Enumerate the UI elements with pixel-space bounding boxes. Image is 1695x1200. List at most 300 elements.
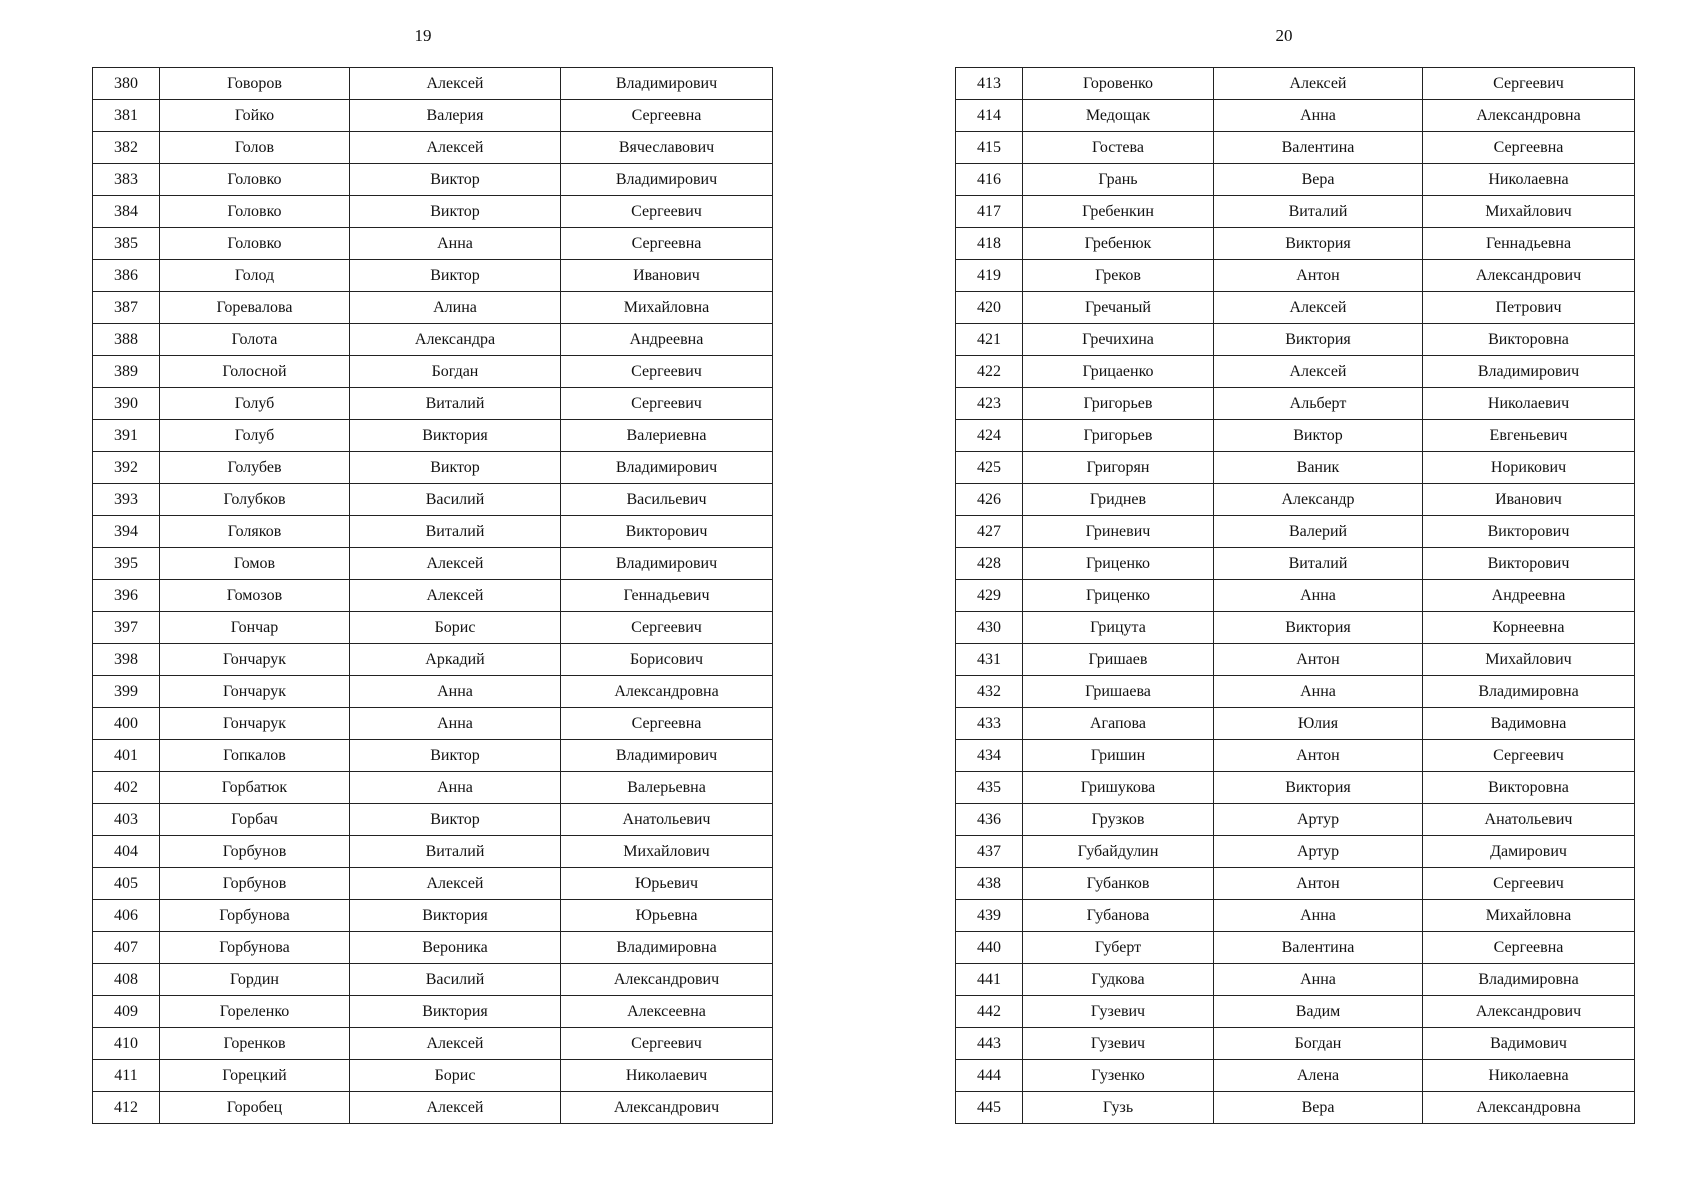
table-row	[93, 1092, 773, 1124]
first-name-cell: Анна	[350, 772, 561, 804]
row-number-cell: 381	[93, 100, 160, 132]
last-name-cell: Греков	[1023, 260, 1214, 292]
table-row	[956, 516, 1635, 548]
table-row	[93, 708, 773, 740]
first-name-cell: Анна	[350, 708, 561, 740]
first-name-cell: Александра	[350, 324, 561, 356]
first-name-cell: Антон	[1214, 868, 1423, 900]
table-row	[93, 548, 773, 580]
patronymic-cell: Юрьевич	[561, 868, 773, 900]
first-name-cell: Валентина	[1214, 132, 1423, 164]
row-number-cell: 407	[93, 932, 160, 964]
patronymic-cell: Викторович	[1423, 548, 1635, 580]
first-name-cell: Алексей	[350, 548, 561, 580]
table-row	[956, 228, 1635, 260]
row-number-cell: 432	[956, 676, 1023, 708]
row-number-cell: 427	[956, 516, 1023, 548]
table-row	[93, 132, 773, 164]
patronymic-cell: Николаевич	[561, 1060, 773, 1092]
first-name-cell: Анна	[1214, 580, 1423, 612]
patronymic-cell: Александрович	[1423, 260, 1635, 292]
first-name-cell: Виктория	[1214, 228, 1423, 260]
row-number-cell: 439	[956, 900, 1023, 932]
first-name-cell: Богдан	[350, 356, 561, 388]
row-number-cell: 405	[93, 868, 160, 900]
table-row	[93, 452, 773, 484]
row-number-cell: 404	[93, 836, 160, 868]
last-name-cell: Горбунова	[160, 900, 350, 932]
last-name-cell: Головко	[160, 164, 350, 196]
table-row	[93, 580, 773, 612]
table-row	[956, 388, 1635, 420]
first-name-cell: Виктория	[350, 420, 561, 452]
table-row	[956, 772, 1635, 804]
first-name-cell: Вероника	[350, 932, 561, 964]
patronymic-cell: Сергеевич	[1423, 740, 1635, 772]
patronymic-cell: Анатольевич	[561, 804, 773, 836]
last-name-cell: Агапова	[1023, 708, 1214, 740]
last-name-cell: Голота	[160, 324, 350, 356]
first-name-cell: Вадим	[1214, 996, 1423, 1028]
table-row	[93, 868, 773, 900]
row-number-cell: 421	[956, 324, 1023, 356]
patronymic-cell: Иванович	[561, 260, 773, 292]
first-name-cell: Анна	[1214, 100, 1423, 132]
table-row	[956, 548, 1635, 580]
last-name-cell: Гриценко	[1023, 580, 1214, 612]
last-name-cell: Горбатюк	[160, 772, 350, 804]
patronymic-cell: Иванович	[1423, 484, 1635, 516]
patronymic-cell: Владимировна	[1423, 964, 1635, 996]
patronymic-cell: Вячеславович	[561, 132, 773, 164]
patronymic-cell: Геннадьевич	[561, 580, 773, 612]
patronymic-cell: Николаевна	[1423, 164, 1635, 196]
patronymic-cell: Андреевна	[1423, 580, 1635, 612]
patronymic-cell: Сергеевич	[1423, 868, 1635, 900]
last-name-cell: Горовенко	[1023, 68, 1214, 100]
last-name-cell: Гомозов	[160, 580, 350, 612]
last-name-cell: Гришукова	[1023, 772, 1214, 804]
patronymic-cell: Вадимовна	[1423, 708, 1635, 740]
table-row	[956, 1028, 1635, 1060]
last-name-cell: Медощак	[1023, 100, 1214, 132]
last-name-cell: Гузенко	[1023, 1060, 1214, 1092]
row-number-cell: 423	[956, 388, 1023, 420]
last-name-cell: Говоров	[160, 68, 350, 100]
last-name-cell: Гомов	[160, 548, 350, 580]
row-number-cell: 434	[956, 740, 1023, 772]
roster-table	[955, 67, 1635, 1124]
first-name-cell: Богдан	[1214, 1028, 1423, 1060]
row-number-cell: 420	[956, 292, 1023, 324]
first-name-cell: Виктория	[350, 996, 561, 1028]
table-row	[93, 388, 773, 420]
row-number-cell: 426	[956, 484, 1023, 516]
table-row	[93, 900, 773, 932]
row-number-cell: 386	[93, 260, 160, 292]
last-name-cell: Горбунов	[160, 836, 350, 868]
last-name-cell: Гречаный	[1023, 292, 1214, 324]
table-row	[93, 644, 773, 676]
row-number-cell: 414	[956, 100, 1023, 132]
table-row	[956, 580, 1635, 612]
table-row	[93, 1028, 773, 1060]
first-name-cell: Алексей	[350, 1092, 561, 1124]
first-name-cell: Виктор	[350, 804, 561, 836]
row-number-cell: 383	[93, 164, 160, 196]
patronymic-cell: Андреевна	[561, 324, 773, 356]
first-name-cell: Анна	[1214, 676, 1423, 708]
table-row	[956, 708, 1635, 740]
row-number-cell: 394	[93, 516, 160, 548]
row-number-cell: 390	[93, 388, 160, 420]
last-name-cell: Горевалова	[160, 292, 350, 324]
row-number-cell: 382	[93, 132, 160, 164]
row-number-cell: 389	[93, 356, 160, 388]
row-number-cell: 396	[93, 580, 160, 612]
first-name-cell: Виталий	[350, 388, 561, 420]
last-name-cell: Гопкалов	[160, 740, 350, 772]
first-name-cell: Алина	[350, 292, 561, 324]
patronymic-cell: Владимирович	[561, 164, 773, 196]
table-row	[956, 132, 1635, 164]
table-row	[93, 676, 773, 708]
patronymic-cell: Михайлович	[561, 836, 773, 868]
first-name-cell: Вера	[1214, 164, 1423, 196]
last-name-cell: Голов	[160, 132, 350, 164]
first-name-cell: Александр	[1214, 484, 1423, 516]
first-name-cell: Виктор	[350, 164, 561, 196]
row-number-cell: 433	[956, 708, 1023, 740]
row-number-cell: 398	[93, 644, 160, 676]
last-name-cell: Горецкий	[160, 1060, 350, 1092]
last-name-cell: Гончарук	[160, 676, 350, 708]
patronymic-cell: Михайловна	[1423, 900, 1635, 932]
first-name-cell: Алена	[1214, 1060, 1423, 1092]
table-row	[93, 836, 773, 868]
patronymic-cell: Сергеевна	[561, 708, 773, 740]
first-name-cell: Виктор	[350, 196, 561, 228]
patronymic-cell: Сергеевич	[561, 612, 773, 644]
row-number-cell: 380	[93, 68, 160, 100]
last-name-cell: Григорьев	[1023, 388, 1214, 420]
first-name-cell: Борис	[350, 612, 561, 644]
row-number-cell: 400	[93, 708, 160, 740]
row-number-cell: 403	[93, 804, 160, 836]
table-row	[956, 804, 1635, 836]
last-name-cell: Голуб	[160, 420, 350, 452]
table-row	[93, 420, 773, 452]
page-number: 20	[1275, 26, 1293, 45]
patronymic-cell: Викторович	[561, 516, 773, 548]
row-number-cell: 445	[956, 1092, 1023, 1124]
patronymic-cell: Александрович	[561, 1092, 773, 1124]
row-number-cell: 408	[93, 964, 160, 996]
row-number-cell: 431	[956, 644, 1023, 676]
first-name-cell: Виталий	[1214, 196, 1423, 228]
first-name-cell: Артур	[1214, 836, 1423, 868]
patronymic-cell: Николаевна	[1423, 1060, 1635, 1092]
patronymic-cell: Викторовна	[1423, 324, 1635, 356]
last-name-cell: Гречихина	[1023, 324, 1214, 356]
patronymic-cell: Дамирович	[1423, 836, 1635, 868]
table-row	[956, 644, 1635, 676]
first-name-cell: Виктор	[350, 452, 561, 484]
row-number-cell: 413	[956, 68, 1023, 100]
table-row	[93, 484, 773, 516]
patronymic-cell: Сергеевич	[561, 1028, 773, 1060]
last-name-cell: Гришаева	[1023, 676, 1214, 708]
first-name-cell: Аркадий	[350, 644, 561, 676]
last-name-cell: Голод	[160, 260, 350, 292]
table-row	[956, 292, 1635, 324]
first-name-cell: Виталий	[350, 516, 561, 548]
patronymic-cell: Сергеевна	[561, 100, 773, 132]
row-number-cell: 406	[93, 900, 160, 932]
row-number-cell: 443	[956, 1028, 1023, 1060]
first-name-cell: Виталий	[350, 836, 561, 868]
table-row	[956, 676, 1635, 708]
table-row	[93, 292, 773, 324]
first-name-cell: Алексей	[1214, 356, 1423, 388]
row-number-cell: 424	[956, 420, 1023, 452]
last-name-cell: Горбунов	[160, 868, 350, 900]
first-name-cell: Виктор	[1214, 420, 1423, 452]
table-row	[93, 100, 773, 132]
row-number-cell: 415	[956, 132, 1023, 164]
patronymic-cell: Анатольевич	[1423, 804, 1635, 836]
row-number-cell: 441	[956, 964, 1023, 996]
first-name-cell: Алексей	[350, 868, 561, 900]
row-number-cell: 436	[956, 804, 1023, 836]
patronymic-cell: Вадимович	[1423, 1028, 1635, 1060]
first-name-cell: Вера	[1214, 1092, 1423, 1124]
first-name-cell: Антон	[1214, 260, 1423, 292]
patronymic-cell: Валерьевна	[561, 772, 773, 804]
table-row	[93, 228, 773, 260]
table-row	[956, 868, 1635, 900]
first-name-cell: Валентина	[1214, 932, 1423, 964]
patronymic-cell: Владимирович	[1423, 356, 1635, 388]
patronymic-cell: Сергеевич	[1423, 68, 1635, 100]
first-name-cell: Виктория	[1214, 772, 1423, 804]
table-row	[93, 324, 773, 356]
table-row	[956, 932, 1635, 964]
first-name-cell: Виталий	[1214, 548, 1423, 580]
patronymic-cell: Александровна	[1423, 1092, 1635, 1124]
table-row	[93, 996, 773, 1028]
table-row	[956, 836, 1635, 868]
row-number-cell: 401	[93, 740, 160, 772]
first-name-cell: Василий	[350, 484, 561, 516]
last-name-cell: Губерт	[1023, 932, 1214, 964]
first-name-cell: Алексей	[350, 580, 561, 612]
last-name-cell: Гребенкин	[1023, 196, 1214, 228]
row-number-cell: 409	[93, 996, 160, 1028]
table-row	[93, 772, 773, 804]
table-row	[956, 740, 1635, 772]
patronymic-cell: Борисович	[561, 644, 773, 676]
first-name-cell: Алексей	[350, 132, 561, 164]
last-name-cell: Гончарук	[160, 644, 350, 676]
patronymic-cell: Валериевна	[561, 420, 773, 452]
first-name-cell: Алексей	[350, 68, 561, 100]
row-number-cell: 428	[956, 548, 1023, 580]
first-name-cell: Ваник	[1214, 452, 1423, 484]
table-row	[93, 1060, 773, 1092]
last-name-cell: Губайдулин	[1023, 836, 1214, 868]
row-number-cell: 391	[93, 420, 160, 452]
patronymic-cell: Владимирович	[561, 68, 773, 100]
last-name-cell: Голосной	[160, 356, 350, 388]
last-name-cell: Грицаенко	[1023, 356, 1214, 388]
row-number-cell: 435	[956, 772, 1023, 804]
last-name-cell: Горобец	[160, 1092, 350, 1124]
first-name-cell: Виктория	[1214, 612, 1423, 644]
table-row	[956, 356, 1635, 388]
last-name-cell: Голубев	[160, 452, 350, 484]
row-number-cell: 429	[956, 580, 1023, 612]
first-name-cell: Валерий	[1214, 516, 1423, 548]
last-name-cell: Голяков	[160, 516, 350, 548]
patronymic-cell: Сергеевич	[561, 388, 773, 420]
table-row	[93, 612, 773, 644]
patronymic-cell: Владимирович	[561, 452, 773, 484]
last-name-cell: Губанова	[1023, 900, 1214, 932]
row-number-cell: 422	[956, 356, 1023, 388]
last-name-cell: Гузевич	[1023, 1028, 1214, 1060]
row-number-cell: 419	[956, 260, 1023, 292]
last-name-cell: Головко	[160, 196, 350, 228]
patronymic-cell: Норикович	[1423, 452, 1635, 484]
table-row	[956, 100, 1635, 132]
first-name-cell: Борис	[350, 1060, 561, 1092]
last-name-cell: Григорян	[1023, 452, 1214, 484]
table-row	[93, 68, 773, 100]
last-name-cell: Голубков	[160, 484, 350, 516]
patronymic-cell: Васильевич	[561, 484, 773, 516]
row-number-cell: 417	[956, 196, 1023, 228]
last-name-cell: Гриневич	[1023, 516, 1214, 548]
patronymic-cell: Сергеевна	[1423, 132, 1635, 164]
row-number-cell: 416	[956, 164, 1023, 196]
patronymic-cell: Сергеевич	[561, 196, 773, 228]
patronymic-cell: Петрович	[1423, 292, 1635, 324]
patronymic-cell: Михайловна	[561, 292, 773, 324]
first-name-cell: Алексей	[350, 1028, 561, 1060]
roster-table	[92, 67, 773, 1124]
table-row	[956, 996, 1635, 1028]
last-name-cell: Горенков	[160, 1028, 350, 1060]
last-name-cell: Горбач	[160, 804, 350, 836]
row-number-cell: 430	[956, 612, 1023, 644]
last-name-cell: Гриценко	[1023, 548, 1214, 580]
last-name-cell: Гудкова	[1023, 964, 1214, 996]
table-row	[93, 932, 773, 964]
table-row	[956, 164, 1635, 196]
last-name-cell: Гордин	[160, 964, 350, 996]
first-name-cell: Василий	[350, 964, 561, 996]
first-name-cell: Анна	[350, 228, 561, 260]
patronymic-cell: Евгеньевич	[1423, 420, 1635, 452]
patronymic-cell: Владимирович	[561, 548, 773, 580]
row-number-cell: 388	[93, 324, 160, 356]
first-name-cell: Юлия	[1214, 708, 1423, 740]
first-name-cell: Анна	[1214, 964, 1423, 996]
patronymic-cell: Сергеевна	[1423, 932, 1635, 964]
row-number-cell: 385	[93, 228, 160, 260]
first-name-cell: Антон	[1214, 644, 1423, 676]
first-name-cell: Виктория	[350, 900, 561, 932]
first-name-cell: Виктор	[350, 740, 561, 772]
patronymic-cell: Юрьевна	[561, 900, 773, 932]
last-name-cell: Гостева	[1023, 132, 1214, 164]
patronymic-cell: Владимировна	[561, 932, 773, 964]
row-number-cell: 393	[93, 484, 160, 516]
first-name-cell: Альберт	[1214, 388, 1423, 420]
patronymic-cell: Корнеевна	[1423, 612, 1635, 644]
last-name-cell: Гореленко	[160, 996, 350, 1028]
table-row	[93, 740, 773, 772]
last-name-cell: Головко	[160, 228, 350, 260]
row-number-cell: 412	[93, 1092, 160, 1124]
table-row	[956, 68, 1635, 100]
first-name-cell: Алексей	[1214, 68, 1423, 100]
patronymic-cell: Викторович	[1423, 516, 1635, 548]
row-number-cell: 399	[93, 676, 160, 708]
last-name-cell: Григорьев	[1023, 420, 1214, 452]
row-number-cell: 392	[93, 452, 160, 484]
patronymic-cell: Александрович	[1423, 996, 1635, 1028]
row-number-cell: 418	[956, 228, 1023, 260]
last-name-cell: Голуб	[160, 388, 350, 420]
patronymic-cell: Алексеевна	[561, 996, 773, 1028]
patronymic-cell: Михайлович	[1423, 196, 1635, 228]
table-row	[956, 900, 1635, 932]
row-number-cell: 387	[93, 292, 160, 324]
first-name-cell: Анна	[350, 676, 561, 708]
patronymic-cell: Александровна	[1423, 100, 1635, 132]
last-name-cell: Грузков	[1023, 804, 1214, 836]
table-row	[93, 356, 773, 388]
patronymic-cell: Геннадьевна	[1423, 228, 1635, 260]
last-name-cell: Гончарук	[160, 708, 350, 740]
row-number-cell: 438	[956, 868, 1023, 900]
first-name-cell: Анна	[1214, 900, 1423, 932]
row-number-cell: 402	[93, 772, 160, 804]
first-name-cell: Валерия	[350, 100, 561, 132]
patronymic-cell: Александрович	[561, 964, 773, 996]
table-row	[956, 484, 1635, 516]
table-row	[956, 1092, 1635, 1124]
last-name-cell: Грицута	[1023, 612, 1214, 644]
patronymic-cell: Александровна	[561, 676, 773, 708]
table-row	[93, 804, 773, 836]
row-number-cell: 411	[93, 1060, 160, 1092]
row-number-cell: 384	[93, 196, 160, 228]
row-number-cell: 444	[956, 1060, 1023, 1092]
last-name-cell: Гриднев	[1023, 484, 1214, 516]
table-row	[956, 260, 1635, 292]
row-number-cell: 442	[956, 996, 1023, 1028]
last-name-cell: Гришаев	[1023, 644, 1214, 676]
row-number-cell: 437	[956, 836, 1023, 868]
patronymic-cell: Сергеевна	[561, 228, 773, 260]
last-name-cell: Гузь	[1023, 1092, 1214, 1124]
table-row	[956, 324, 1635, 356]
last-name-cell: Гузевич	[1023, 996, 1214, 1028]
last-name-cell: Губанков	[1023, 868, 1214, 900]
